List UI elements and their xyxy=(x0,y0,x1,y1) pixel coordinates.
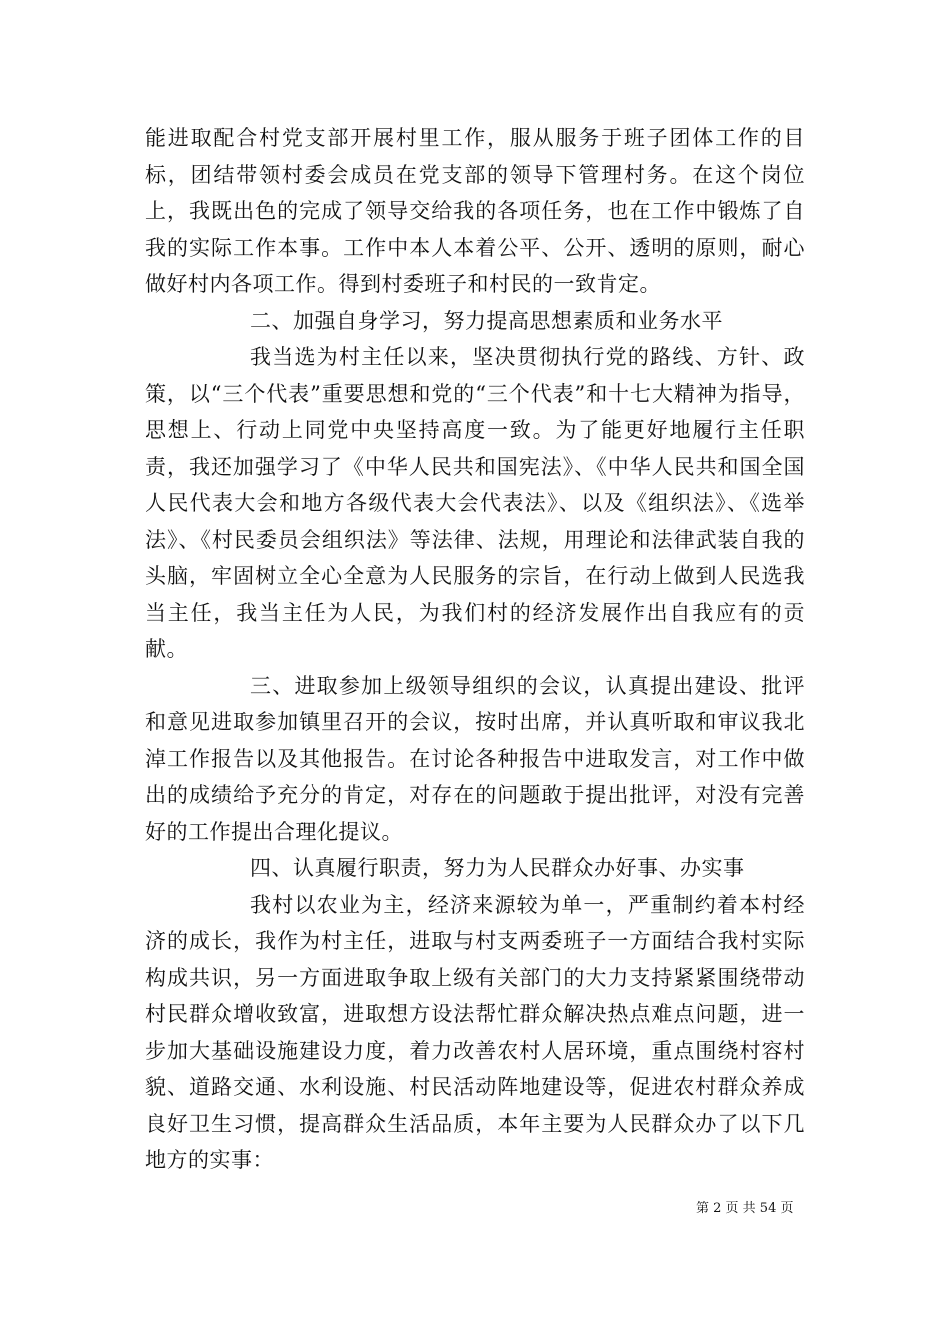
section-heading-4: 四、认真履行职责，努力为人民群众办好事、办实事 xyxy=(250,856,745,880)
section-heading-2: 二、加强自身学习，努力提高思想素质和业务水平 xyxy=(250,308,723,333)
document-body xyxy=(145,120,805,1179)
paragraph-continued: 能进取配合村党支部开展村里工作，服从服务于班子团体工作的目标，团结带领村委会成员在党支部的领导下管理村务。在这个岗位上，我既出色的完成了领导交给我的各项任务，也在工作中锻炼了自我的实际工作本事。工作中本人本着公平、公开、透明的原则，耐心做好村内各项工作。得到村委班子和村民的一致肯定。 xyxy=(145,126,805,296)
page-number: 第 2 页 共 54 页 xyxy=(696,1201,794,1216)
paragraph-duties: 我村以农业为主，经济来源较为单一，严重制约着本村经济的成长，我作为村主任，进取与村支两委班子一方面结合我村实际构成共识，另一方面进取争取上级有关部门的大力支持紧紧围绕带动村民群众增收致富，进取想方设法帮忙群众解决热点难点问题，进一步加大基础设施建设力度，着力改善农村人居环境，重点围绕村容村貌、道路交通、水利设施、村民活动阵地建设等，促进农村群众养成良好卫生习惯，提高群众生活品质，本年主要为人民群众办了以下几地方的实事： xyxy=(145,892,805,1172)
section-heading-3-paragraph: 三、进取参加上级领导组织的会议，认真提出建设、批评和意见进取参加镇里召开的会议，按时出席，并认真听取和审议我北淖工作报告以及其他报告。在讨论各种报告中进取发言，对工作中做出的成绩给予充分的肯定，对存在的问题敢于提出批评，对没有完善好的工作提出合理化提议。 xyxy=(145,673,805,844)
paragraph-study: 我当选为村主任以来，坚决贯彻执行党的路线、方针、政策，以“三个代表”重要思想和党的“三个代表”和十七大精神为指导，思想上、行动上同党中央坚持高度一致。为了能更好地履行主任职责，我还加强学习了《中华人民共和国宪法》、《中华人民共和国全国人民代表大会和地方各级代表大会代表法》、以及《组织法》、《选举法》、《村民委员会组织法》等法律、法规，用理论和法律武装自我的头脑，牢固树立全心全意为人民服务的宗旨，在行动上做到人民选我当主任，我当主任为人民，为我们村的经济发展作出自我应有的贡献。 xyxy=(145,345,805,661)
